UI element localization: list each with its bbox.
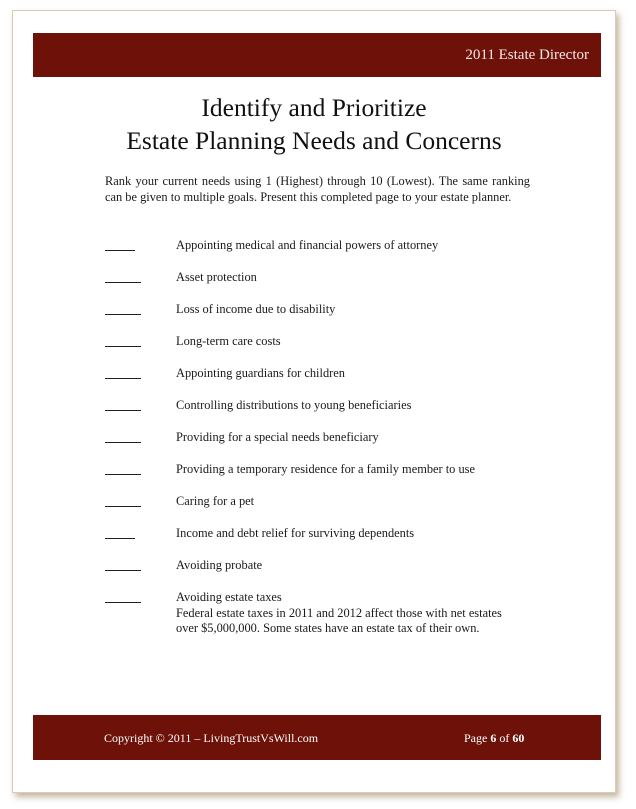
footer-band (33, 715, 601, 760)
page-title (13, 91, 615, 157)
page-title-line-2: Estate Planning Needs and Concerns (126, 126, 502, 155)
intro-paragraph: Rank your current needs using 1 (Highest) through 10 (Lowest). The same ranking can be given to multiple goals. Present this completed page to your estate planner. (105, 174, 530, 204)
list-item-label: Avoiding probate (176, 558, 263, 572)
list-item-label: Avoiding estate taxes (176, 590, 282, 604)
header-title: 2011 Estate Director (465, 47, 589, 63)
rank-blank[interactable] (105, 378, 141, 379)
footer-copyright: Copyright © 2011 – LivingTrustVsWill.com (104, 731, 319, 745)
list-item-content (176, 590, 546, 637)
list-item-note-line-1: Federal estate taxes in 2011 and 2012 affect those with net estates (176, 605, 502, 620)
rank-blank[interactable] (105, 250, 135, 251)
rank-blank[interactable] (105, 442, 141, 443)
rank-blank[interactable] (105, 474, 141, 475)
rank-blank[interactable] (105, 346, 141, 347)
list-item-label: Long-term care costs (176, 334, 281, 348)
list-item-label: Providing a temporary residence for a family member to use (176, 462, 475, 476)
header-band (33, 33, 601, 77)
rank-blank[interactable] (105, 506, 141, 507)
page-total: 60 (512, 731, 525, 745)
list-item-note-line-2: over $5,000,000. Some states have an estate tax of their own. (176, 621, 480, 635)
page-title-line-1: Identify and Prioritize (201, 93, 427, 122)
rank-blank[interactable] (105, 570, 141, 571)
list-item-label: Providing for a special needs beneficiary (176, 430, 379, 444)
list-item-label: Asset protection (176, 270, 257, 284)
list-item-label: Appointing guardians for children (176, 366, 345, 380)
list-item-label: Caring for a pet (176, 494, 255, 508)
rank-blank[interactable] (105, 410, 141, 411)
rank-blank[interactable] (105, 314, 141, 315)
page-current: 6 (490, 731, 497, 745)
list-item-label: Loss of income due to disability (176, 302, 336, 316)
page-number (464, 731, 524, 746)
document-page (12, 10, 616, 793)
rank-blank[interactable] (105, 282, 141, 283)
page-prefix: Page (464, 731, 488, 745)
page-of: of (499, 731, 510, 745)
rank-blank[interactable] (105, 538, 135, 539)
rank-blank[interactable] (105, 602, 141, 603)
list-item-label: Controlling distributions to young beneficiaries (176, 398, 412, 412)
list-item-label: Income and debt relief for surviving dependents (176, 526, 415, 540)
list-item-label: Appointing medical and financial powers of attorney (176, 238, 439, 252)
